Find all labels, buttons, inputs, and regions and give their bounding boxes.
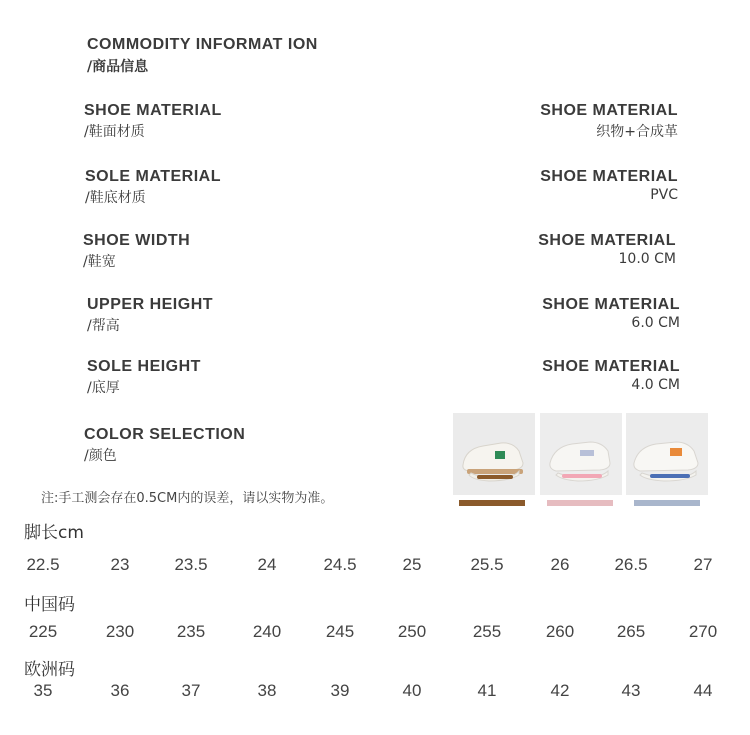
spec-value: 织物+合成革 xyxy=(596,124,678,140)
sneaker-image xyxy=(453,413,535,495)
sneaker-image xyxy=(626,413,708,495)
size-cell: 250 xyxy=(397,622,427,641)
spec-label-cn: /鞋底材质 xyxy=(85,190,146,206)
foot-length-label: 脚长cm xyxy=(24,523,84,543)
size-cell: 235 xyxy=(176,622,206,641)
spec-label-cn: /鞋宽 xyxy=(83,254,116,270)
color-selection-label-cn: /颜色 xyxy=(84,448,117,464)
spec-value-label: SHOE MATERIAL xyxy=(542,358,680,375)
color-option-brown[interactable] xyxy=(453,413,535,495)
size-cell: 22.5 xyxy=(26,555,60,574)
color-selection-label: COLOR SELECTION xyxy=(84,426,246,443)
spec-value: 4.0 CM xyxy=(631,377,680,393)
size-cell: 38 xyxy=(257,681,277,700)
size-cell: 270 xyxy=(688,622,718,641)
china-size-label: 中国码 xyxy=(24,595,75,615)
size-cell: 225 xyxy=(28,622,58,641)
page-title: COMMODITY INFORMAT ION xyxy=(87,36,318,53)
size-cell: 260 xyxy=(545,622,575,641)
size-cell: 255 xyxy=(472,622,502,641)
color-option-blue[interactable] xyxy=(626,413,708,495)
spec-value-label: SHOE MATERIAL xyxy=(542,296,680,313)
spec-label-cn: /鞋面材质 xyxy=(84,124,145,140)
spec-value: 6.0 CM xyxy=(631,315,680,331)
measurement-note: 注:手工测会存在0.5CM内的误差，请以实物为准。 xyxy=(41,491,334,506)
page-title-cn: /商品信息 xyxy=(87,59,149,75)
size-cell: 41 xyxy=(477,681,497,700)
spec-label-upper-height: UPPER HEIGHT xyxy=(87,296,214,313)
euro-size-label: 欧洲码 xyxy=(24,660,75,680)
size-cell: 44 xyxy=(693,681,713,700)
size-cell: 25.5 xyxy=(470,555,504,574)
size-cell: 24 xyxy=(257,555,277,574)
size-cell: 230 xyxy=(105,622,135,641)
size-cell: 37 xyxy=(181,681,201,700)
spec-label-cn: /帮高 xyxy=(87,318,120,334)
size-cell: 265 xyxy=(616,622,646,641)
color-swatch-blue xyxy=(634,500,700,506)
size-cell: 40 xyxy=(402,681,422,700)
size-cell: 27 xyxy=(693,555,713,574)
size-cell: 35 xyxy=(33,681,53,700)
size-cell: 23 xyxy=(110,555,130,574)
size-cell: 23.5 xyxy=(174,555,208,574)
spec-label-cn: /底厚 xyxy=(87,380,120,396)
spec-label-sole-material: SOLE MATERIAL xyxy=(85,168,221,185)
spec-value-label: SHOE MATERIAL xyxy=(540,102,678,119)
spec-value: 10.0 CM xyxy=(618,251,676,267)
size-cell: 43 xyxy=(621,681,641,700)
spec-label-shoe-width: SHOE WIDTH xyxy=(83,232,191,249)
size-cell: 26.5 xyxy=(614,555,648,574)
color-option-pink[interactable] xyxy=(540,413,622,495)
size-cell: 245 xyxy=(325,622,355,641)
spec-label-shoe-material: SHOE MATERIAL xyxy=(84,102,222,119)
size-cell: 26 xyxy=(550,555,570,574)
size-cell: 240 xyxy=(252,622,282,641)
size-cell: 24.5 xyxy=(323,555,357,574)
color-swatch-pink xyxy=(547,500,613,506)
size-cell: 36 xyxy=(110,681,130,700)
color-swatch-brown xyxy=(459,500,525,506)
spec-value-label: SHOE MATERIAL xyxy=(538,232,676,249)
spec-value-label: SHOE MATERIAL xyxy=(540,168,678,185)
size-cell: 42 xyxy=(550,681,570,700)
spec-label-sole-height: SOLE HEIGHT xyxy=(87,358,201,375)
size-cell: 39 xyxy=(330,681,350,700)
spec-value: PVC xyxy=(650,187,678,203)
sneaker-image xyxy=(540,413,622,495)
size-cell: 25 xyxy=(402,555,422,574)
